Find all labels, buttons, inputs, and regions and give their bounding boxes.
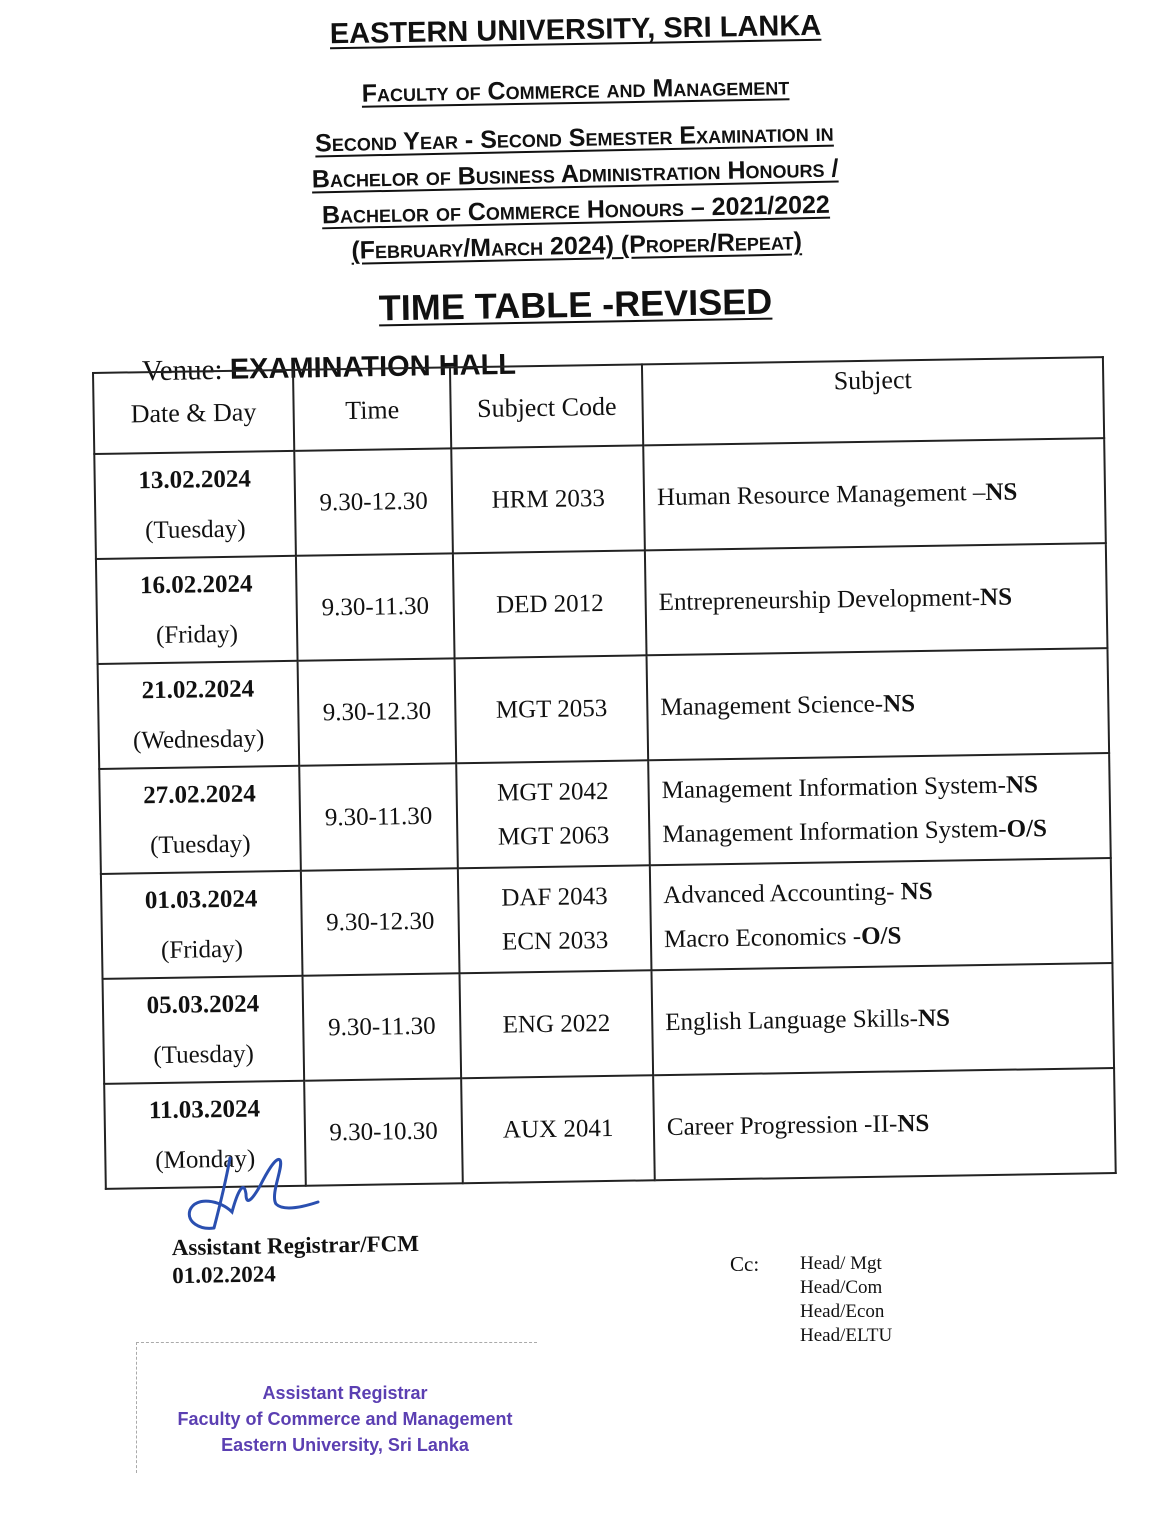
cell-date-day [94, 451, 295, 559]
subject-tag: NS [897, 1109, 930, 1137]
subject-code: MGT 2053 [495, 694, 608, 724]
exam-day: (Friday) [155, 620, 239, 649]
exam-date: 11.03.2024 [148, 1094, 261, 1124]
subject-entry [658, 574, 1105, 625]
exam-day: (Tuesday) [153, 1040, 255, 1069]
subject-name: Management Information System- [661, 771, 1007, 804]
cell-time: 9.30-12.30 [297, 658, 456, 765]
cell-time: 9.30-11.30 [299, 763, 458, 870]
exam-title-line-3: Bachelor of Commerce Honours – 2021/2022 [321, 190, 831, 230]
cell-time: 9.30-11.30 [296, 553, 455, 660]
subject-entry [664, 911, 1111, 962]
cell-date-day [101, 871, 302, 979]
subject-name: Human Resource Management – [656, 478, 986, 511]
table-row [103, 963, 1115, 1084]
cell-subject-code [457, 760, 650, 868]
signoff-title: Assistant Registrar/FCM [171, 1230, 420, 1261]
cell-subject [645, 543, 1108, 655]
subject-tag: NS [1005, 770, 1039, 799]
subject-name: Entrepreneurship Development- [658, 583, 981, 616]
cell-date-day [99, 766, 300, 874]
stamp-line-3: Eastern University, Sri Lanka [221, 1435, 469, 1455]
cell-subject [647, 648, 1110, 760]
cc-label: Cc: [730, 1252, 760, 1276]
exam-title-line-2: Bachelor of Business Administration Honours / [311, 154, 839, 194]
cell-time: 9.30-12.30 [301, 868, 460, 975]
subject-code: ENG 2022 [502, 1009, 611, 1039]
subject-code: AUX 2041 [502, 1114, 614, 1144]
exam-date: 27.02.2024 [143, 779, 256, 809]
cell-subject [643, 438, 1106, 550]
table-row [98, 648, 1110, 769]
subject-entry [661, 762, 1108, 813]
subject-entry [662, 806, 1109, 857]
venue-value: EXAMINATION HALL [229, 348, 517, 386]
subject-tag: NS [985, 477, 1018, 506]
cell-time: 9.30-10.30 [304, 1078, 463, 1185]
cell-subject [650, 858, 1113, 970]
university-name: EASTERN UNIVERSITY, SRI LANKA [329, 9, 822, 51]
subject-name: Management Science- [660, 690, 884, 721]
table-row [94, 438, 1106, 559]
document-title: TIME TABLE -REVISED [378, 280, 773, 329]
subject-name: Career Progression -II- [666, 1109, 898, 1141]
subject-code: DAF 2043 [501, 882, 608, 912]
cell-time: 9.30-11.30 [302, 973, 461, 1080]
subject-tag: O/S [860, 921, 902, 950]
exam-date: 01.03.2024 [144, 884, 258, 914]
cell-subject-code [452, 445, 645, 553]
faculty-name: Faculty of Commerce and Management [361, 72, 790, 108]
cc-recipient: Head/Com [800, 1277, 883, 1298]
cell-subject [651, 963, 1114, 1075]
exam-date: 13.02.2024 [138, 465, 252, 494]
subject-tag: NS [917, 1004, 951, 1032]
timetable [92, 353, 1117, 1190]
column-header-code: Subject Code [450, 364, 643, 448]
subject-name: Macro Economics - [663, 922, 862, 953]
cell-subject-code [462, 1075, 655, 1183]
subject-name: English Language Skills- [665, 1004, 919, 1036]
subject-entry [657, 469, 1104, 520]
cc-list [800, 1252, 892, 1348]
venue-label: Venue: [141, 353, 223, 388]
table-row [99, 753, 1111, 874]
cell-subject-code [453, 550, 646, 658]
subject-tag: O/S [1006, 814, 1048, 843]
table-header-row [93, 357, 1104, 454]
subject-entry [663, 867, 1110, 918]
cell-subject [648, 753, 1111, 865]
subject-code: HRM 2033 [491, 484, 606, 514]
exam-day: (Tuesday) [149, 830, 251, 859]
subject-tag: NS [900, 877, 933, 905]
exam-day: (Friday) [160, 935, 244, 964]
cell-subject-code [455, 655, 648, 763]
exam-title [0, 108, 1151, 276]
column-header-time: Time [293, 367, 452, 450]
subject-tag: NS [979, 583, 1013, 611]
exam-date: 05.03.2024 [146, 989, 260, 1019]
table-row [101, 858, 1113, 979]
cell-subject [653, 1068, 1116, 1180]
exam-title-line-1: Second Year - Second Semester Examination in [314, 118, 834, 158]
subject-code: MGT 2063 [497, 821, 610, 851]
signature-icon [180, 1150, 340, 1240]
exam-date: 16.02.2024 [139, 570, 253, 599]
stamp-line-2: Faculty of Commerce and Management [177, 1409, 513, 1429]
exam-title-line-4: (February/March 2024) (Proper/Repeat) [351, 227, 803, 265]
stamp-line-1: Assistant Registrar [262, 1383, 428, 1403]
cell-subject-code [458, 865, 651, 973]
timetable-table [92, 353, 1117, 1190]
subject-code: MGT 2042 [496, 777, 609, 807]
cc-recipient: Head/ Mgt [800, 1253, 882, 1274]
subject-tag: NS [882, 689, 916, 718]
subject-name: Advanced Accounting- [663, 877, 901, 909]
subject-code: DED 2012 [495, 589, 604, 619]
exam-day: (Wednesday) [132, 724, 265, 754]
exam-day: (Tuesday) [144, 515, 246, 544]
subject-name: Management Information System- [662, 815, 1007, 848]
cell-date-day [96, 556, 297, 664]
cc-recipient: Head/ELTU [800, 1325, 893, 1346]
subject-entry [665, 994, 1112, 1045]
exam-date: 21.02.2024 [141, 674, 255, 704]
cell-subject-code [460, 970, 653, 1078]
column-header-subject: Subject [642, 357, 1104, 445]
signoff-date: 01.02.2024 [172, 1261, 276, 1289]
subject-entry [660, 679, 1107, 730]
official-stamp [150, 1380, 540, 1458]
cc-recipient: Head/Econ [800, 1301, 885, 1322]
exam-day: (Monday) [155, 1145, 256, 1174]
cell-date-day [98, 661, 299, 769]
table-body [94, 438, 1115, 1189]
cell-time: 9.30-12.30 [294, 448, 453, 555]
signoff [172, 1230, 420, 1290]
cell-date-day [103, 976, 304, 1084]
table-row [96, 543, 1108, 664]
subject-entry [667, 1099, 1114, 1150]
column-header-date: Date & Day [93, 370, 294, 454]
subject-code: ECN 2033 [501, 926, 609, 956]
